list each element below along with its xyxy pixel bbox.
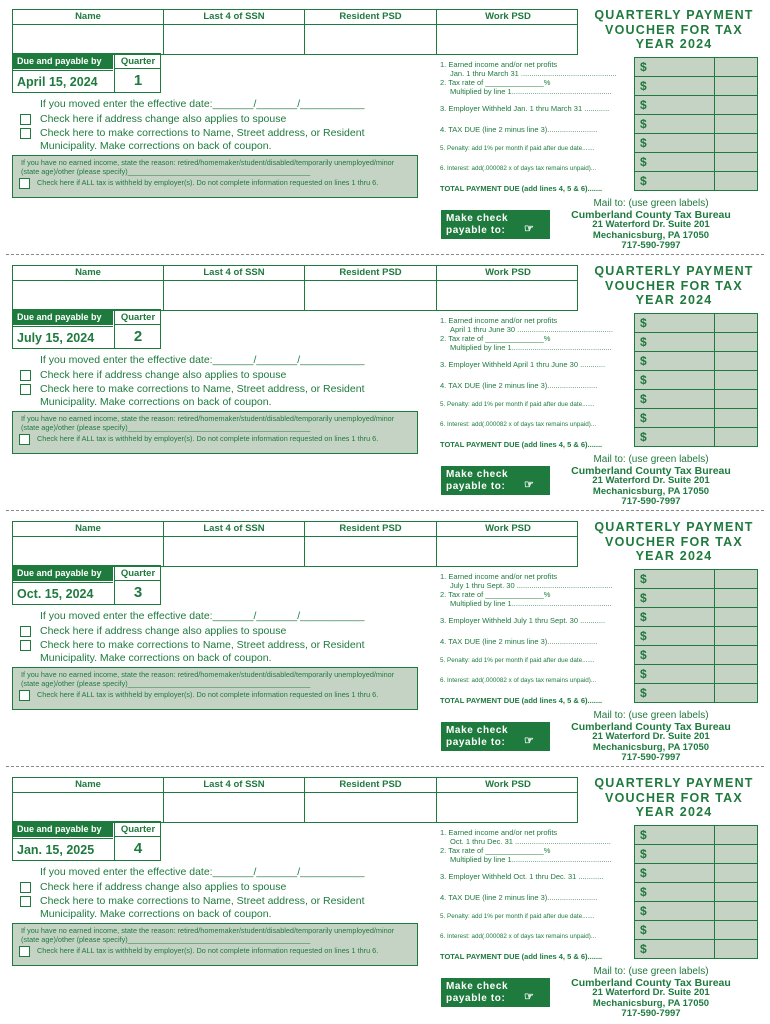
due-label: Due and payable by bbox=[13, 566, 113, 581]
due-date: April 15, 2024 bbox=[13, 70, 113, 93]
id-column-label: Work PSD bbox=[485, 11, 531, 22]
address-line-2: Mechanicsburg, PA 17050 bbox=[592, 229, 710, 241]
id-column-label: Last 4 of SSN bbox=[203, 523, 265, 534]
all-withheld-label: Check here if ALL tax is withheld by employer(s). Do not complete information requested on lines 1 thru 6. bbox=[37, 178, 379, 187]
amount-row[interactable] bbox=[635, 134, 757, 153]
cents-divider bbox=[714, 589, 715, 607]
amount-row[interactable] bbox=[635, 883, 757, 902]
amount-row[interactable] bbox=[635, 153, 757, 172]
mail-to-label: Mail to: (use green labels) bbox=[593, 198, 709, 209]
cents-divider bbox=[714, 115, 715, 133]
id-field-3[interactable] bbox=[437, 266, 579, 310]
id-column-label: Work PSD bbox=[485, 523, 531, 534]
make-check-text: Make check bbox=[446, 213, 509, 224]
total-line: TOTAL PAYMENT DUE (add lines 4, 5 & 6)....... bbox=[440, 440, 603, 449]
amount-row[interactable] bbox=[635, 570, 757, 589]
no-income-reason[interactable]: If you have no earned income, state the reason: retired/homemaker/student/disabled/temporarily unemployed/minor (state age)/other (please specify)_____________________________________________ bbox=[21, 670, 395, 688]
id-column-label: Last 4 of SSN bbox=[203, 11, 265, 22]
amount-row[interactable] bbox=[635, 627, 757, 646]
mail-to-block bbox=[556, 711, 746, 764]
id-column-label: Name bbox=[75, 523, 101, 534]
taxpayer-id-table bbox=[12, 9, 578, 55]
line-1: 1. Earned income and/or net profits bbox=[440, 572, 558, 581]
dollar-sign: $ bbox=[640, 79, 647, 93]
payment-voucher-q4 bbox=[0, 768, 770, 1024]
amount-row[interactable] bbox=[635, 845, 757, 864]
line-2-multiplied: Multiplied by line 1................................................ bbox=[450, 87, 612, 96]
payment-voucher-q2 bbox=[0, 256, 770, 512]
address-line-2: Mechanicsburg, PA 17050 bbox=[592, 997, 710, 1009]
make-check-text: Make check bbox=[446, 725, 509, 736]
payable-to-text: payable to: bbox=[446, 992, 506, 1004]
dollar-sign: $ bbox=[640, 629, 647, 643]
all-withheld-label: Check here if ALL tax is withheld by employer(s). Do not complete information requested on lines 1 thru 6. bbox=[37, 434, 379, 443]
pointing-hand-icon: ☞ bbox=[524, 479, 535, 491]
id-field-1[interactable] bbox=[164, 266, 305, 310]
line-6: 6. Interest: add(.000082 x of days tax remains unpaid)... bbox=[440, 677, 597, 684]
cents-divider bbox=[714, 428, 715, 447]
cents-divider bbox=[714, 665, 715, 683]
amount-row[interactable] bbox=[635, 428, 757, 447]
dollar-sign: $ bbox=[640, 335, 647, 349]
spouse-label: Check here if address change also applies to spouse bbox=[40, 625, 287, 637]
id-column-label: Resident PSD bbox=[339, 779, 402, 790]
line-1: 1. Earned income and/or net profits bbox=[440, 60, 558, 69]
id-field-2[interactable] bbox=[305, 10, 437, 54]
address-line-2: Mechanicsburg, PA 17050 bbox=[592, 741, 710, 753]
no-income-reason[interactable]: If you have no earned income, state the reason: retired/homemaker/student/disabled/temporarily unemployed/minor (state age)/other (please specify)_____________________________________________ bbox=[21, 158, 395, 176]
amount-row[interactable] bbox=[635, 58, 757, 77]
cents-divider bbox=[714, 371, 715, 389]
title-line: QUARTERLY PAYMENT bbox=[594, 8, 754, 22]
amount-row[interactable] bbox=[635, 902, 757, 921]
cents-divider bbox=[714, 902, 715, 920]
all-withheld-label: Check here if ALL tax is withheld by employer(s). Do not complete information requested on lines 1 thru 6. bbox=[37, 690, 379, 699]
dollar-sign: $ bbox=[640, 392, 647, 406]
amount-row[interactable] bbox=[635, 172, 757, 191]
title-line: VOUCHER FOR TAX bbox=[605, 790, 743, 805]
line-2-multiplied: Multiplied by line 1................................................ bbox=[450, 599, 612, 608]
line-1-period: April 1 thru June 30 .............................................. bbox=[450, 325, 613, 334]
cents-divider bbox=[714, 172, 715, 191]
phone-number: 717-590-7997 bbox=[621, 240, 681, 251]
dollar-sign: $ bbox=[640, 942, 647, 956]
title-line: QUARTERLY PAYMENT bbox=[594, 264, 754, 278]
taxpayer-id-table bbox=[12, 777, 578, 823]
pointing-hand-icon: ☞ bbox=[524, 991, 535, 1003]
all-withheld-checkbox[interactable] bbox=[19, 690, 30, 701]
cents-divider bbox=[714, 409, 715, 427]
no-income-box bbox=[12, 411, 418, 454]
amount-row[interactable] bbox=[635, 115, 757, 134]
title-line: YEAR 2024 bbox=[635, 549, 713, 563]
mail-to-block bbox=[556, 967, 746, 1020]
spouse-label: Check here if address change also applies to spouse bbox=[40, 881, 287, 893]
amount-row[interactable] bbox=[635, 409, 757, 428]
id-field-2[interactable] bbox=[305, 522, 437, 566]
id-field-3[interactable] bbox=[437, 778, 579, 822]
corrections-label: Check here to make corrections to Name, Street address, or Resident Municipality. Make corrections on back of coupon. bbox=[40, 895, 365, 920]
dollar-sign: $ bbox=[640, 686, 647, 700]
cents-divider bbox=[714, 684, 715, 703]
id-column-label: Resident PSD bbox=[339, 267, 402, 278]
due-date-box bbox=[12, 53, 161, 93]
amount-column bbox=[634, 57, 758, 191]
address-line-1: 21 Waterford Dr. Suite 201 bbox=[592, 731, 710, 742]
spouse-checkbox[interactable] bbox=[20, 626, 31, 637]
id-field-1[interactable] bbox=[164, 778, 305, 822]
address-line-2: Mechanicsburg, PA 17050 bbox=[592, 485, 710, 497]
title-line: VOUCHER FOR TAX bbox=[605, 534, 743, 549]
dollar-sign: $ bbox=[640, 411, 647, 425]
quarter-number: 4 bbox=[114, 837, 161, 861]
pointing-hand-icon: ☞ bbox=[524, 223, 535, 235]
dollar-sign: $ bbox=[640, 885, 647, 899]
taxpayer-id-table bbox=[12, 265, 578, 311]
phone-number: 717-590-7997 bbox=[621, 752, 681, 763]
quarter-label: Quarter bbox=[114, 566, 161, 581]
dollar-sign: $ bbox=[640, 430, 647, 444]
line-4: 4. TAX DUE (line 2 minus line 3)........................ bbox=[440, 381, 598, 390]
line-6: 6. Interest: add(.000082 x of days tax remains unpaid)... bbox=[440, 933, 597, 940]
make-check-label bbox=[441, 210, 550, 239]
moved-date-field[interactable]: If you moved enter the effective date:_______/_______/___________ bbox=[40, 354, 365, 366]
cents-divider bbox=[714, 864, 715, 882]
total-line: TOTAL PAYMENT DUE (add lines 4, 5 & 6)....... bbox=[440, 184, 603, 193]
address-line-1: 21 Waterford Dr. Suite 201 bbox=[592, 219, 710, 230]
line-6: 6. Interest: add(.000082 x of days tax remains unpaid)... bbox=[440, 165, 597, 172]
no-income-reason[interactable]: If you have no earned income, state the reason: retired/homemaker/student/disabled/temporarily unemployed/minor (state age)/other (please specify)_____________________________________________ bbox=[21, 926, 395, 944]
title-line: YEAR 2024 bbox=[635, 293, 713, 307]
line-1-period: July 1 thru Sept. 30 .............................................. bbox=[450, 581, 613, 590]
tax-bureau-name: Cumberland County Tax Bureau bbox=[571, 720, 731, 733]
amount-row[interactable] bbox=[635, 826, 757, 845]
due-date: July 15, 2024 bbox=[13, 326, 113, 349]
phone-number: 717-590-7997 bbox=[621, 1008, 681, 1019]
cents-divider bbox=[714, 352, 715, 370]
voucher-title bbox=[584, 776, 764, 820]
amount-row[interactable] bbox=[635, 589, 757, 608]
cents-divider bbox=[714, 333, 715, 351]
line-5: 5. Penalty: add 1% per month if paid after due date....... bbox=[440, 657, 595, 664]
line-5: 5. Penalty: add 1% per month if paid after due date....... bbox=[440, 401, 595, 408]
amount-row[interactable] bbox=[635, 864, 757, 883]
corrections-checkbox[interactable] bbox=[20, 640, 31, 651]
all-withheld-checkbox[interactable] bbox=[19, 946, 30, 957]
line-4: 4. TAX DUE (line 2 minus line 3)........................ bbox=[440, 893, 598, 902]
dollar-sign: $ bbox=[640, 117, 647, 131]
cents-divider bbox=[714, 826, 715, 844]
payable-to-text: payable to: bbox=[446, 224, 506, 236]
amount-column bbox=[634, 825, 758, 959]
dollar-sign: $ bbox=[640, 866, 647, 880]
title-line: QUARTERLY PAYMENT bbox=[594, 776, 754, 790]
amount-row[interactable] bbox=[635, 77, 757, 96]
voucher-title bbox=[584, 520, 764, 564]
moved-date-field[interactable]: If you moved enter the effective date:_______/_______/___________ bbox=[40, 98, 365, 110]
cents-divider bbox=[714, 153, 715, 171]
line-3: 3. Employer Withheld Oct. 1 thru Dec. 31 ............ bbox=[440, 872, 604, 881]
make-check-label bbox=[441, 722, 550, 751]
due-label: Due and payable by bbox=[13, 54, 113, 69]
line-1: 1. Earned income and/or net profits bbox=[440, 828, 558, 837]
payable-to-text: payable to: bbox=[446, 736, 506, 748]
amount-row[interactable] bbox=[635, 646, 757, 665]
id-field-1[interactable] bbox=[164, 522, 305, 566]
dollar-sign: $ bbox=[640, 923, 647, 937]
dollar-sign: $ bbox=[640, 847, 647, 861]
quarter-number: 3 bbox=[114, 581, 161, 605]
line-5: 5. Penalty: add 1% per month if paid after due date....... bbox=[440, 145, 595, 152]
voucher-title bbox=[584, 264, 764, 308]
tax-bureau-name: Cumberland County Tax Bureau bbox=[571, 976, 731, 989]
quarter-label: Quarter bbox=[114, 54, 161, 69]
dollar-sign: $ bbox=[640, 155, 647, 169]
corrections-checkbox[interactable] bbox=[20, 384, 31, 395]
mail-to-label: Mail to: (use green labels) bbox=[593, 710, 709, 721]
line-1-period: Oct. 1 thru Dec. 31 .............................................. bbox=[450, 837, 611, 846]
line-2: 2. Tax rate of ______________% bbox=[440, 334, 551, 343]
line-3: 3. Employer Withheld April 1 thru June 30 ............ bbox=[440, 360, 606, 369]
line-1-period: Jan. 1 thru March 31 .............................................. bbox=[450, 69, 617, 78]
spouse-checkbox[interactable] bbox=[20, 370, 31, 381]
line-2: 2. Tax rate of ______________% bbox=[440, 78, 551, 87]
id-column-label: Name bbox=[75, 267, 101, 278]
id-field-0[interactable] bbox=[13, 778, 164, 822]
quarter-label: Quarter bbox=[114, 310, 161, 325]
due-date-box bbox=[12, 821, 161, 861]
line-4: 4. TAX DUE (line 2 minus line 3)........................ bbox=[440, 125, 598, 134]
total-line: TOTAL PAYMENT DUE (add lines 4, 5 & 6)....... bbox=[440, 952, 603, 961]
dollar-sign: $ bbox=[640, 136, 647, 150]
cut-line bbox=[6, 254, 764, 255]
dollar-sign: $ bbox=[640, 98, 647, 112]
id-column-label: Name bbox=[75, 779, 101, 790]
corrections-label: Check here to make corrections to Name, Street address, or Resident Municipality. Make corrections on back of coupon. bbox=[40, 383, 365, 408]
mail-to-block bbox=[556, 455, 746, 508]
mail-to-label: Mail to: (use green labels) bbox=[593, 454, 709, 465]
pointing-hand-icon: ☞ bbox=[524, 735, 535, 747]
cents-divider bbox=[714, 77, 715, 95]
line-4: 4. TAX DUE (line 2 minus line 3)........................ bbox=[440, 637, 598, 646]
id-column-label: Name bbox=[75, 11, 101, 22]
id-column-label: Resident PSD bbox=[339, 523, 402, 534]
spouse-checkbox[interactable] bbox=[20, 882, 31, 893]
amount-column bbox=[634, 313, 758, 447]
amount-row[interactable] bbox=[635, 608, 757, 627]
amount-row[interactable] bbox=[635, 314, 757, 333]
id-column-label: Resident PSD bbox=[339, 11, 402, 22]
dollar-sign: $ bbox=[640, 648, 647, 662]
id-field-3[interactable] bbox=[437, 10, 579, 54]
total-line: TOTAL PAYMENT DUE (add lines 4, 5 & 6)....... bbox=[440, 696, 603, 705]
no-income-box bbox=[12, 667, 418, 710]
dollar-sign: $ bbox=[640, 610, 647, 624]
mail-to-label: Mail to: (use green labels) bbox=[593, 966, 709, 977]
line-2: 2. Tax rate of ______________% bbox=[440, 846, 551, 855]
corrections-checkbox[interactable] bbox=[20, 896, 31, 907]
title-line: VOUCHER FOR TAX bbox=[605, 22, 743, 37]
title-line: QUARTERLY PAYMENT bbox=[594, 520, 754, 534]
voucher-title bbox=[584, 8, 764, 52]
due-date: Oct. 15, 2024 bbox=[13, 582, 113, 605]
id-field-3[interactable] bbox=[437, 522, 579, 566]
due-date-box bbox=[12, 565, 161, 605]
title-line: YEAR 2024 bbox=[635, 37, 713, 51]
cents-divider bbox=[714, 646, 715, 664]
line-6: 6. Interest: add(.000082 x of days tax remains unpaid)... bbox=[440, 421, 597, 428]
title-line: VOUCHER FOR TAX bbox=[605, 278, 743, 293]
id-column-label: Work PSD bbox=[485, 267, 531, 278]
due-date: Jan. 15, 2025 bbox=[13, 838, 113, 861]
line-3: 3. Employer Withheld July 1 thru Sept. 30 ............ bbox=[440, 616, 606, 625]
dollar-sign: $ bbox=[640, 828, 647, 842]
due-label: Due and payable by bbox=[13, 822, 113, 837]
id-column-label: Last 4 of SSN bbox=[203, 267, 265, 278]
cut-line bbox=[6, 766, 764, 767]
amount-row[interactable] bbox=[635, 352, 757, 371]
cents-divider bbox=[714, 921, 715, 939]
cents-divider bbox=[714, 608, 715, 626]
id-field-0[interactable] bbox=[13, 266, 164, 310]
cents-divider bbox=[714, 883, 715, 901]
cents-divider bbox=[714, 627, 715, 645]
cents-divider bbox=[714, 845, 715, 863]
all-withheld-checkbox[interactable] bbox=[19, 178, 30, 189]
dollar-sign: $ bbox=[640, 572, 647, 586]
dollar-sign: $ bbox=[640, 316, 647, 330]
address-line-1: 21 Waterford Dr. Suite 201 bbox=[592, 475, 710, 486]
id-column-label: Work PSD bbox=[485, 779, 531, 790]
dollar-sign: $ bbox=[640, 174, 647, 188]
dollar-sign: $ bbox=[640, 591, 647, 605]
id-field-0[interactable] bbox=[13, 522, 164, 566]
line-2: 2. Tax rate of ______________% bbox=[440, 590, 551, 599]
amount-column bbox=[634, 569, 758, 703]
dollar-sign: $ bbox=[640, 60, 647, 74]
quarter-number: 1 bbox=[114, 69, 161, 93]
corrections-checkbox[interactable] bbox=[20, 128, 31, 139]
no-income-box bbox=[12, 155, 418, 198]
moved-date-field[interactable]: If you moved enter the effective date:_______/_______/___________ bbox=[40, 610, 365, 622]
cents-divider bbox=[714, 96, 715, 114]
address-line-1: 21 Waterford Dr. Suite 201 bbox=[592, 987, 710, 998]
moved-date-field[interactable]: If you moved enter the effective date:_______/_______/___________ bbox=[40, 866, 365, 878]
amount-row[interactable] bbox=[635, 684, 757, 703]
cents-divider bbox=[714, 314, 715, 332]
quarter-label: Quarter bbox=[114, 822, 161, 837]
due-date-box bbox=[12, 309, 161, 349]
dollar-sign: $ bbox=[640, 667, 647, 681]
cents-divider bbox=[714, 390, 715, 408]
due-label: Due and payable by bbox=[13, 310, 113, 325]
make-check-label bbox=[441, 466, 550, 495]
corrections-label: Check here to make corrections to Name, Street address, or Resident Municipality. Make corrections on back of coupon. bbox=[40, 639, 365, 664]
amount-row[interactable] bbox=[635, 371, 757, 390]
line-5: 5. Penalty: add 1% per month if paid after due date....... bbox=[440, 913, 595, 920]
corrections-label: Check here to make corrections to Name, Street address, or Resident Municipality. Make corrections on back of coupon. bbox=[40, 127, 365, 152]
payment-voucher-q1 bbox=[0, 0, 770, 256]
amount-row[interactable] bbox=[635, 665, 757, 684]
mail-to-block bbox=[556, 199, 746, 252]
id-field-2[interactable] bbox=[305, 266, 437, 310]
amount-row[interactable] bbox=[635, 921, 757, 940]
line-2-multiplied: Multiplied by line 1................................................ bbox=[450, 343, 612, 352]
cut-line bbox=[6, 510, 764, 511]
amount-row[interactable] bbox=[635, 390, 757, 409]
id-field-0[interactable] bbox=[13, 10, 164, 54]
line-1: 1. Earned income and/or net profits bbox=[440, 316, 558, 325]
taxpayer-id-table bbox=[12, 521, 578, 567]
make-check-text: Make check bbox=[446, 469, 509, 480]
amount-row[interactable] bbox=[635, 333, 757, 352]
id-column-label: Last 4 of SSN bbox=[203, 779, 265, 790]
make-check-text: Make check bbox=[446, 981, 509, 992]
dollar-sign: $ bbox=[640, 354, 647, 368]
payment-voucher-q3 bbox=[0, 512, 770, 768]
cents-divider bbox=[714, 58, 715, 76]
line-3: 3. Employer Withheld Jan. 1 thru March 31 ............ bbox=[440, 104, 610, 113]
title-line: YEAR 2024 bbox=[635, 805, 713, 819]
dollar-sign: $ bbox=[640, 373, 647, 387]
payable-to-text: payable to: bbox=[446, 480, 506, 492]
spouse-label: Check here if address change also applies to spouse bbox=[40, 369, 287, 381]
id-field-2[interactable] bbox=[305, 778, 437, 822]
tax-bureau-name: Cumberland County Tax Bureau bbox=[571, 208, 731, 221]
id-field-1[interactable] bbox=[164, 10, 305, 54]
no-income-reason[interactable]: If you have no earned income, state the reason: retired/homemaker/student/disabled/temporarily unemployed/minor (state age)/other (please specify)_____________________________________________ bbox=[21, 414, 395, 432]
quarter-number: 2 bbox=[114, 325, 161, 349]
spouse-checkbox[interactable] bbox=[20, 114, 31, 125]
dollar-sign: $ bbox=[640, 904, 647, 918]
cents-divider bbox=[714, 940, 715, 959]
all-withheld-label: Check here if ALL tax is withheld by employer(s). Do not complete information requested on lines 1 thru 6. bbox=[37, 946, 379, 955]
amount-row[interactable] bbox=[635, 940, 757, 959]
spouse-label: Check here if address change also applies to spouse bbox=[40, 113, 287, 125]
amount-row[interactable] bbox=[635, 96, 757, 115]
make-check-label bbox=[441, 978, 550, 1007]
cents-divider bbox=[714, 134, 715, 152]
all-withheld-checkbox[interactable] bbox=[19, 434, 30, 445]
cents-divider bbox=[714, 570, 715, 588]
tax-bureau-name: Cumberland County Tax Bureau bbox=[571, 464, 731, 477]
no-income-box bbox=[12, 923, 418, 966]
phone-number: 717-590-7997 bbox=[621, 496, 681, 507]
line-2-multiplied: Multiplied by line 1................................................ bbox=[450, 855, 612, 864]
